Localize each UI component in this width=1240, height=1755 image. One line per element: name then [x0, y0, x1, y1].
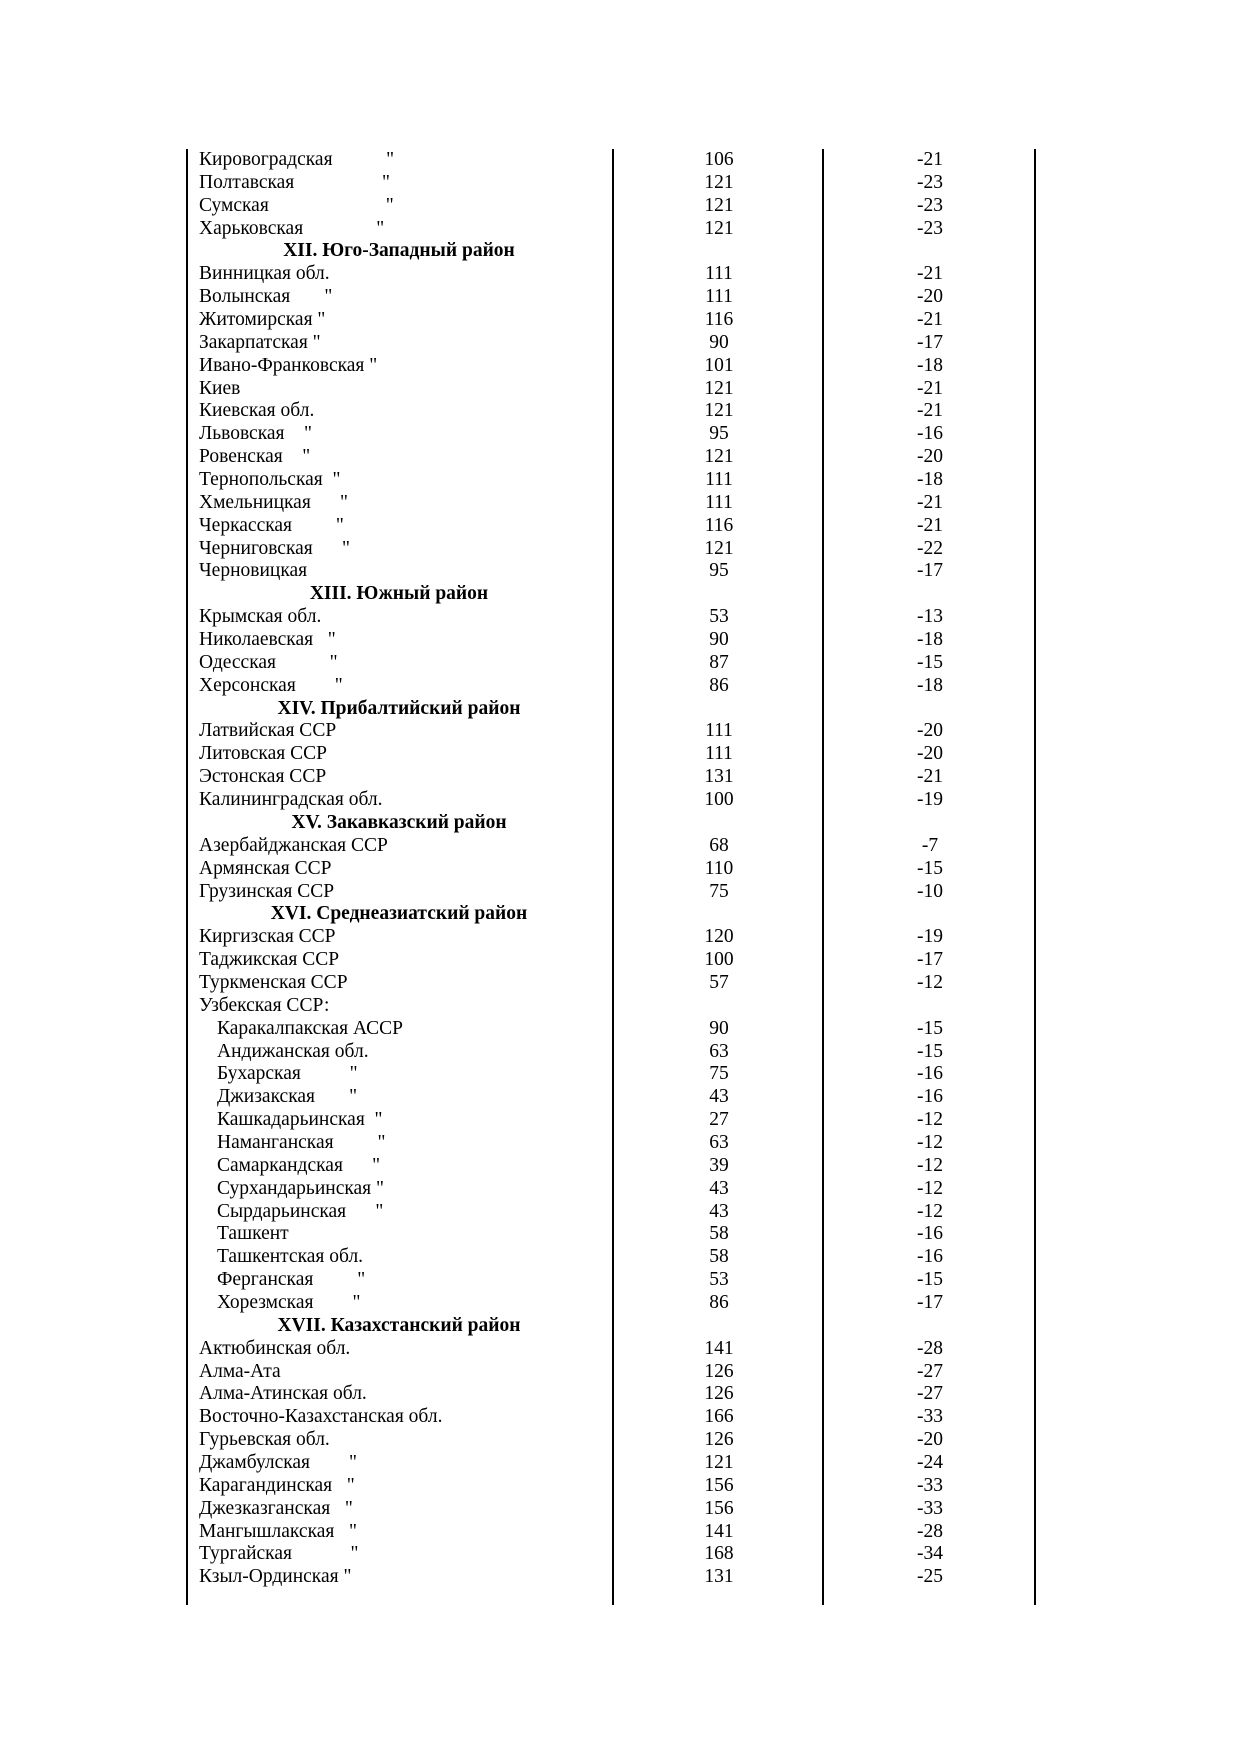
- table-row: [187, 1269, 1037, 1292]
- region-name-cell: Ивано-Франковская ": [199, 354, 378, 376]
- region-name-cell: Туркменская ССР: [199, 971, 348, 993]
- region-name-cell: Узбекская ССР:: [199, 994, 330, 1016]
- table-row: [187, 1063, 1037, 1086]
- value2-cell: -20: [917, 446, 943, 468]
- region-name-cell: Хорезмская ": [217, 1291, 361, 1313]
- table-row: [187, 1109, 1037, 1132]
- table-row: [187, 1452, 1037, 1475]
- region-name-cell: Латвийская ССР: [199, 720, 337, 742]
- value1-cell: 27: [709, 1109, 729, 1131]
- value2-cell: -17: [917, 331, 943, 353]
- value1-cell: 110: [704, 857, 734, 879]
- value1-cell: 121: [704, 171, 734, 193]
- value2-cell: -15: [917, 651, 943, 673]
- region-name-cell: Сурхандарьинская ": [217, 1177, 384, 1199]
- table-row: [187, 1543, 1037, 1566]
- value1-cell: 95: [709, 560, 729, 582]
- region-name-cell: Джизакская ": [217, 1086, 358, 1108]
- value1-cell: 90: [709, 1017, 729, 1039]
- table-row: [187, 1086, 1037, 1109]
- value1-cell: 101: [704, 354, 734, 376]
- table-row: [187, 560, 1037, 583]
- table-row: [187, 1041, 1037, 1064]
- value2-cell: -12: [917, 971, 943, 993]
- table-row: [187, 1246, 1037, 1269]
- region-name-cell: Харьковская ": [199, 217, 385, 239]
- table-row: [187, 446, 1037, 469]
- region-name-cell: Кировоградская ": [199, 149, 395, 170]
- section-heading-row: [187, 812, 1037, 835]
- value1-cell: 43: [709, 1086, 729, 1108]
- region-name-cell: Херсонская ": [199, 674, 343, 696]
- region-name-cell: Закарпатская ": [199, 331, 321, 353]
- region-name-cell: Черновицкая: [199, 560, 308, 582]
- region-name-cell: Киевская обл.: [199, 400, 315, 422]
- value2-cell: -27: [917, 1360, 943, 1382]
- value2-cell: -20: [917, 720, 943, 742]
- value1-cell: 156: [704, 1497, 734, 1519]
- table-row: [187, 1406, 1037, 1429]
- region-name-cell: Наманганская ": [217, 1131, 386, 1153]
- value1-cell: 53: [709, 1269, 729, 1291]
- table-row: [187, 1521, 1037, 1544]
- table-row: [187, 606, 1037, 629]
- region-name-cell: Одесская ": [199, 651, 338, 673]
- table-row: [187, 720, 1037, 743]
- value1-cell: 58: [709, 1223, 729, 1245]
- value2-cell: -16: [917, 423, 943, 445]
- value1-cell: 95: [709, 423, 729, 445]
- region-name-cell: Бухарская ": [217, 1063, 358, 1085]
- region-name-cell: Актюбинская обл.: [199, 1337, 351, 1359]
- value2-cell: -17: [917, 949, 943, 971]
- region-name-cell: Киев: [199, 377, 241, 399]
- value1-cell: 87: [709, 651, 729, 673]
- table-row: [187, 400, 1037, 423]
- value2-cell: -18: [917, 629, 943, 651]
- table-row: [187, 1383, 1037, 1406]
- table-row: [187, 172, 1037, 195]
- value1-cell: 121: [704, 217, 734, 239]
- value2-cell: -25: [917, 1566, 943, 1588]
- table-row: [187, 995, 1037, 1018]
- value1-cell: 39: [709, 1154, 729, 1176]
- value2-cell: -12: [917, 1177, 943, 1199]
- value1-cell: 120: [704, 926, 734, 948]
- table-row: [187, 1566, 1037, 1589]
- value2-cell: -17: [917, 560, 943, 582]
- table-row: [187, 652, 1037, 675]
- section-heading-row: [187, 240, 1037, 263]
- region-name-cell: Литовская ССР: [199, 743, 327, 765]
- region-name-cell: Грузинская ССР: [199, 880, 335, 902]
- value2-cell: -21: [917, 149, 943, 170]
- value1-cell: 126: [704, 1383, 734, 1405]
- table-row: [187, 1429, 1037, 1452]
- table-row: [187, 1292, 1037, 1315]
- table-row: [187, 218, 1037, 241]
- region-name-cell: Сырдарьинская ": [217, 1200, 384, 1222]
- value2-cell: -23: [917, 217, 943, 239]
- region-name-cell: Черкасская ": [199, 514, 344, 536]
- value1-cell: 141: [704, 1520, 734, 1542]
- value1-cell: 121: [704, 377, 734, 399]
- table-row: [187, 309, 1037, 332]
- value1-cell: 116: [704, 514, 734, 536]
- value1-cell: 100: [704, 789, 734, 811]
- value1-cell: 90: [709, 331, 729, 353]
- table-row: [187, 538, 1037, 561]
- value2-cell: -15: [917, 1040, 943, 1062]
- table-row: [187, 858, 1037, 881]
- value1-cell: 58: [709, 1246, 729, 1268]
- section-heading-row: [187, 583, 1037, 606]
- table-row: [187, 1475, 1037, 1498]
- value1-cell: 100: [704, 949, 734, 971]
- value1-cell: 106: [704, 149, 734, 170]
- region-name-cell: Алма-Ата: [199, 1360, 281, 1382]
- region-name-cell: Алма-Атинская обл.: [199, 1383, 367, 1405]
- region-name-cell: Сумская ": [199, 194, 394, 216]
- value2-cell: -21: [917, 514, 943, 536]
- value2-cell: -16: [917, 1223, 943, 1245]
- value2-cell: -16: [917, 1246, 943, 1268]
- section-heading-row: [187, 1315, 1037, 1338]
- value1-cell: 121: [704, 194, 734, 216]
- table-row: [187, 1155, 1037, 1178]
- value1-cell: 63: [709, 1131, 729, 1153]
- value1-cell: 126: [704, 1429, 734, 1451]
- value1-cell: 86: [709, 1291, 729, 1313]
- table-row: [187, 972, 1037, 995]
- value2-cell: -19: [917, 789, 943, 811]
- table-row: [187, 949, 1037, 972]
- region-name-cell: Эстонская ССР: [199, 766, 327, 788]
- value1-cell: 43: [709, 1177, 729, 1199]
- value2-cell: -21: [917, 377, 943, 399]
- value2-cell: -12: [917, 1200, 943, 1222]
- table-row: [187, 492, 1037, 515]
- value1-cell: 166: [704, 1406, 734, 1428]
- value2-cell: -19: [917, 926, 943, 948]
- section-heading: XV. Закавказский район: [291, 811, 507, 833]
- value2-cell: -21: [917, 400, 943, 422]
- value2-cell: -33: [917, 1497, 943, 1519]
- value1-cell: 111: [705, 491, 733, 513]
- table-row: [187, 675, 1037, 698]
- value2-cell: -33: [917, 1406, 943, 1428]
- table-row: [187, 789, 1037, 812]
- value1-cell: 111: [705, 469, 733, 491]
- region-name-cell: Крымская обл.: [199, 606, 322, 628]
- section-heading: XVI. Среднеазиатский район: [270, 903, 528, 925]
- table-row: [187, 881, 1037, 904]
- region-name-cell: Киргизская ССР: [199, 926, 336, 948]
- value2-cell: -12: [917, 1131, 943, 1153]
- region-name-cell: Андижанская обл.: [217, 1040, 369, 1062]
- value1-cell: 126: [704, 1360, 734, 1382]
- table-row: [187, 766, 1037, 789]
- value1-cell: 121: [704, 400, 734, 422]
- region-name-cell: Азербайджанская ССР: [199, 834, 388, 856]
- value2-cell: -34: [917, 1543, 943, 1565]
- value1-cell: 75: [709, 880, 729, 902]
- table-row: [187, 1498, 1037, 1521]
- value2-cell: -7: [921, 834, 939, 856]
- value1-cell: 131: [704, 1566, 734, 1588]
- table-row: [187, 469, 1037, 492]
- value1-cell: 90: [709, 629, 729, 651]
- value1-cell: 68: [709, 834, 729, 856]
- region-name-cell: Тургайская ": [199, 1543, 359, 1565]
- section-heading-row: [187, 903, 1037, 926]
- table-row: [187, 332, 1037, 355]
- region-name-cell: Гурьевская обл.: [199, 1429, 330, 1451]
- value1-cell: 141: [704, 1337, 734, 1359]
- region-name-cell: Николаевская ": [199, 629, 336, 651]
- value2-cell: -15: [917, 857, 943, 879]
- region-name-cell: Кашкадарьинская ": [217, 1109, 383, 1131]
- region-name-cell: Восточно-Казахстанская обл.: [199, 1406, 443, 1428]
- value1-cell: 43: [709, 1200, 729, 1222]
- value2-cell: -33: [917, 1474, 943, 1496]
- region-name-cell: Джамбулская ": [199, 1451, 357, 1473]
- value1-cell: 111: [705, 286, 733, 308]
- value2-cell: -21: [917, 263, 943, 285]
- table-row: [187, 263, 1037, 286]
- value2-cell: -16: [917, 1086, 943, 1108]
- value2-cell: -21: [917, 491, 943, 513]
- region-table: [187, 149, 1037, 1589]
- value2-cell: -10: [917, 880, 943, 902]
- region-name-cell: Кзыл-Ординская ": [199, 1566, 352, 1588]
- value2-cell: -22: [917, 537, 943, 559]
- section-heading-row: [187, 698, 1037, 721]
- table-row: [187, 355, 1037, 378]
- region-name-cell: Волынская ": [199, 286, 333, 308]
- value1-cell: 75: [709, 1063, 729, 1085]
- value1-cell: 131: [704, 766, 734, 788]
- value2-cell: -28: [917, 1520, 943, 1542]
- value1-cell: 111: [705, 743, 733, 765]
- value2-cell: -20: [917, 286, 943, 308]
- value2-cell: -27: [917, 1383, 943, 1405]
- table-row: [187, 378, 1037, 401]
- region-name-cell: Мангышлакская ": [199, 1520, 357, 1542]
- value1-cell: 116: [704, 309, 734, 331]
- region-name-cell: Полтавская ": [199, 171, 390, 193]
- value2-cell: -24: [917, 1451, 943, 1473]
- value2-cell: -20: [917, 1429, 943, 1451]
- value1-cell: 111: [705, 263, 733, 285]
- region-name-cell: Джезказганская ": [199, 1497, 353, 1519]
- value2-cell: -16: [917, 1063, 943, 1085]
- region-name-cell: Таджикская ССР: [199, 949, 340, 971]
- value1-cell: 121: [704, 537, 734, 559]
- table-row: [187, 743, 1037, 766]
- value1-cell: 111: [705, 720, 733, 742]
- value2-cell: -23: [917, 171, 943, 193]
- table-row: [187, 423, 1037, 446]
- region-name-cell: Хмельницкая ": [199, 491, 349, 513]
- table-row: [187, 195, 1037, 218]
- table-row: [187, 286, 1037, 309]
- region-name-cell: Черниговская ": [199, 537, 350, 559]
- value2-cell: -15: [917, 1017, 943, 1039]
- table-row: [187, 835, 1037, 858]
- value2-cell: -15: [917, 1269, 943, 1291]
- value2-cell: -13: [917, 606, 943, 628]
- region-name-cell: Ташкентская обл.: [217, 1246, 364, 1268]
- region-name-cell: Карагандинская ": [199, 1474, 355, 1496]
- value2-cell: -18: [917, 674, 943, 696]
- table-row: [187, 629, 1037, 652]
- value2-cell: -23: [917, 194, 943, 216]
- section-heading: XIII. Южный район: [309, 583, 489, 605]
- value1-cell: 63: [709, 1040, 729, 1062]
- region-name-cell: Ферганская ": [217, 1269, 366, 1291]
- table-row: [187, 149, 1037, 172]
- region-name-cell: Винницкая обл.: [199, 263, 330, 285]
- region-name-cell: Львовская ": [199, 423, 312, 445]
- section-heading: XII. Юго-Западный район: [283, 240, 515, 262]
- value1-cell: 57: [709, 971, 729, 993]
- value2-cell: -12: [917, 1109, 943, 1131]
- table-row: [187, 1201, 1037, 1224]
- value2-cell: -28: [917, 1337, 943, 1359]
- value2-cell: -12: [917, 1154, 943, 1176]
- region-name-cell: Ровенская ": [199, 446, 311, 468]
- table-row: [187, 1132, 1037, 1155]
- value2-cell: -17: [917, 1291, 943, 1313]
- region-name-cell: Житомирская ": [199, 309, 326, 331]
- region-name-cell: Армянская ССР: [199, 857, 332, 879]
- region-name-cell: Самаркандская ": [217, 1154, 381, 1176]
- value1-cell: 53: [709, 606, 729, 628]
- section-heading: XIV. Прибалтийский район: [277, 697, 521, 719]
- table-row: [187, 926, 1037, 949]
- section-heading: XVII. Казахстанский район: [277, 1314, 521, 1336]
- value2-cell: -21: [917, 766, 943, 788]
- table-row: [187, 1223, 1037, 1246]
- table-row: [187, 1338, 1037, 1361]
- region-name-cell: Каракалпакская АССР: [217, 1017, 403, 1039]
- value1-cell: 156: [704, 1474, 734, 1496]
- value1-cell: 86: [709, 674, 729, 696]
- table-row: [187, 1361, 1037, 1384]
- table-row: [187, 1018, 1037, 1041]
- value1-cell: 168: [704, 1543, 734, 1565]
- value2-cell: -18: [917, 469, 943, 491]
- region-name-cell: Тернопольская ": [199, 469, 341, 491]
- table-row: [187, 1178, 1037, 1201]
- value2-cell: -20: [917, 743, 943, 765]
- region-name-cell: Ташкент: [217, 1223, 289, 1245]
- value1-cell: 121: [704, 1451, 734, 1473]
- table-row: [187, 515, 1037, 538]
- value2-cell: -18: [917, 354, 943, 376]
- region-name-cell: Калининградская обл.: [199, 789, 383, 811]
- value2-cell: -21: [917, 309, 943, 331]
- value1-cell: 121: [704, 446, 734, 468]
